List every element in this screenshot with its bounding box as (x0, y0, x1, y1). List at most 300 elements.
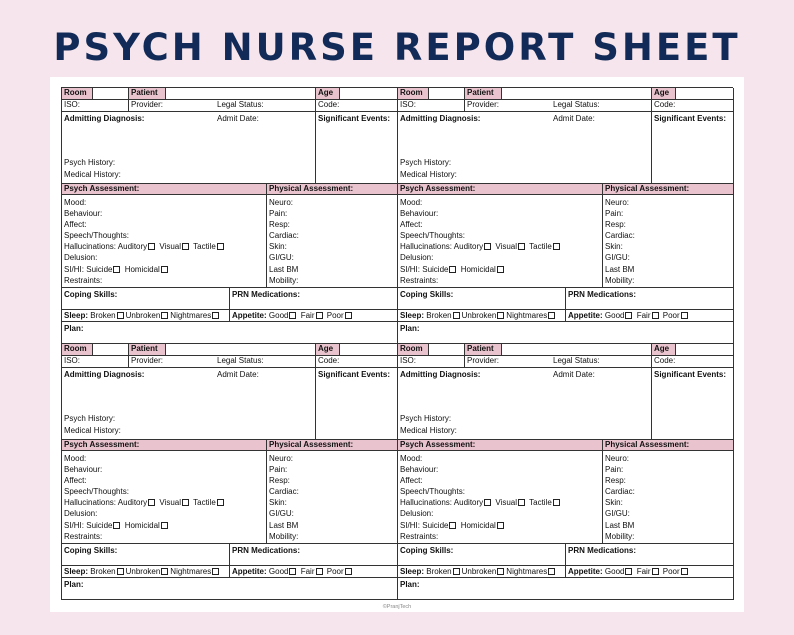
plan-label: Plan: (64, 580, 84, 589)
admit-date-label: Admit Date: (553, 370, 595, 379)
mobility-label: Mobility: (605, 275, 635, 285)
medical-history-label: Medical History: (400, 170, 457, 179)
assessment-header-row (62, 440, 397, 451)
room-label: Room (398, 344, 428, 355)
medical-history-label: Medical History: (400, 426, 457, 435)
diagnosis-section (398, 112, 651, 183)
appetite-label: Appetite: (568, 311, 603, 320)
patient-card-2 (398, 88, 734, 344)
physical-assessment-fields (602, 451, 733, 543)
patient-label: Patient (464, 88, 501, 99)
tactile-checkbox[interactable] (553, 499, 560, 506)
visual-checkbox[interactable] (518, 243, 525, 250)
physical-assessment-label: Physical Assessment: (266, 184, 397, 194)
speech-thoughts-label: Speech/Thoughts: (400, 231, 465, 241)
appetite-section (565, 566, 733, 577)
broken-label: Broken (426, 311, 452, 320)
report-sheet (50, 77, 744, 612)
hallucinations-row (64, 241, 266, 252)
neuro-label: Neuro: (269, 198, 294, 207)
tactile-label: Tactile (529, 242, 552, 252)
homicidal-checkbox[interactable] (497, 522, 504, 529)
assessment-header-row (62, 184, 397, 195)
psych-assessment-fields (62, 195, 266, 287)
coping-skills-label: Coping Skills: (64, 290, 118, 299)
info-row (398, 100, 733, 112)
good-checkbox[interactable] (625, 312, 632, 319)
significant-events-label: Significant Events: (315, 112, 397, 183)
skin-label: Skin: (605, 498, 623, 508)
last-bm-label: Last BM (605, 520, 635, 530)
assessment-header-row (398, 440, 733, 451)
psych-assessment-label: Psych Assessment: (400, 184, 476, 193)
appetite-section (565, 310, 733, 321)
resp-label: Resp: (269, 220, 290, 230)
header-row (62, 344, 397, 356)
auditory-checkbox[interactable] (148, 243, 155, 250)
skin-label: Skin: (269, 498, 287, 508)
admitting-diagnosis-label: Admitting Diagnosis: (64, 370, 145, 379)
copyright-footer: ©PranjTech (382, 604, 412, 610)
age-label: Age (315, 88, 339, 99)
unbroken-checkbox[interactable] (497, 312, 504, 319)
age-label: Age (651, 344, 675, 355)
age-field[interactable] (339, 88, 397, 99)
provider-label: Provider: (128, 100, 215, 111)
cardiac-label: Cardiac: (269, 231, 299, 241)
homicidal-checkbox[interactable] (161, 266, 168, 273)
patient-label: Patient (128, 344, 165, 355)
room-label: Room (398, 88, 428, 99)
psych-assessment-label: Psych Assessment: (64, 184, 140, 193)
poor-checkbox[interactable] (345, 312, 352, 319)
visual-label: Visual (159, 498, 182, 508)
broken-checkbox[interactable] (117, 568, 124, 575)
good-label: Good (268, 567, 289, 576)
visual-label: Visual (495, 498, 518, 508)
legal-status-label: Legal Status: (217, 100, 264, 109)
poor-checkbox[interactable] (345, 568, 352, 575)
legal-status-label: Legal Status: (553, 356, 600, 365)
appetite-label: Appetite: (232, 311, 267, 320)
homicidal-label: Homicidal (124, 520, 160, 530)
visual-checkbox[interactable] (182, 243, 189, 250)
coping-row (62, 288, 397, 310)
fair-label: Fair (300, 311, 315, 320)
last-bm-label: Last BM (269, 264, 299, 274)
cardiac-label: Cardiac: (605, 487, 635, 497)
admit-date-label: Admit Date: (217, 114, 259, 123)
patient-card-3 (62, 344, 398, 600)
delusion-label: Delusion: (64, 253, 98, 263)
homicidal-checkbox[interactable] (497, 266, 504, 273)
broken-label: Broken (90, 311, 116, 320)
mobility-label: Mobility: (269, 531, 299, 541)
pain-label: Pain: (605, 465, 624, 475)
homicidal-label: Homicidal (124, 264, 160, 274)
si-hi-row (400, 264, 602, 275)
poor-checkbox[interactable] (681, 568, 688, 575)
room-field[interactable] (92, 344, 128, 355)
room-field[interactable] (92, 88, 128, 99)
diagnosis-row (398, 368, 733, 440)
cardiac-label: Cardiac: (269, 487, 299, 497)
gi-gu-label: GI/GU: (269, 509, 294, 519)
sleep-label: Sleep: (400, 311, 425, 320)
assessment-row (62, 195, 397, 288)
behaviour-label: Behaviour: (64, 465, 103, 475)
hallucinations-label: Hallucinations: Auditory (400, 242, 484, 252)
room-field[interactable] (428, 344, 464, 355)
unbroken-label: Unbroken (461, 567, 497, 576)
iso-label: ISO: (400, 100, 417, 109)
header-row (62, 88, 397, 100)
nightmares-label: Nightmares (506, 311, 548, 320)
nightmares-label: Nightmares (170, 311, 212, 320)
unbroken-checkbox[interactable] (161, 312, 168, 319)
si-hi-row (400, 520, 602, 531)
patient-field[interactable] (501, 344, 651, 355)
diagnosis-section (398, 368, 651, 439)
unbroken-label: Unbroken (125, 311, 161, 320)
unbroken-label: Unbroken (125, 567, 161, 576)
visual-checkbox[interactable] (182, 499, 189, 506)
homicidal-label: Homicidal (460, 520, 496, 530)
appetite-section (229, 566, 397, 577)
mood-label: Mood: (64, 198, 87, 207)
admit-date-label: Admit Date: (553, 114, 595, 123)
info-row (398, 356, 733, 368)
fair-checkbox[interactable] (652, 568, 659, 575)
plan-row (398, 322, 733, 343)
restraints-label: Restraints: (64, 275, 103, 285)
homicidal-checkbox[interactable] (161, 522, 168, 529)
delusion-label: Delusion: (400, 253, 434, 263)
nightmares-checkbox[interactable] (548, 568, 555, 575)
coping-row (398, 288, 733, 310)
nightmares-checkbox[interactable] (548, 312, 555, 319)
psych-history-label: Psych History: (400, 158, 452, 167)
plan-row (62, 578, 397, 599)
auditory-checkbox[interactable] (148, 499, 155, 506)
speech-thoughts-label: Speech/Thoughts: (64, 487, 129, 497)
resp-label: Resp: (269, 476, 290, 486)
mood-label: Mood: (400, 454, 423, 463)
physical-assessment-label: Physical Assessment: (266, 440, 397, 450)
assessment-header-row (398, 184, 733, 195)
sleep-appetite-row (398, 310, 733, 322)
restraints-label: Restraints: (400, 275, 439, 285)
admitting-diagnosis-label: Admitting Diagnosis: (400, 370, 481, 379)
cardiac-label: Cardiac: (605, 231, 635, 241)
sleep-label: Sleep: (64, 311, 89, 320)
delusion-label: Delusion: (400, 509, 434, 519)
si-hi-row (64, 520, 266, 531)
plan-label: Plan: (400, 580, 420, 589)
gi-gu-label: GI/GU: (269, 253, 294, 263)
affect-label: Affect: (400, 220, 423, 230)
unbroken-label: Unbroken (461, 311, 497, 320)
visual-label: Visual (495, 242, 518, 252)
skin-label: Skin: (269, 242, 287, 252)
tactile-label: Tactile (529, 498, 552, 508)
admit-date-label: Admit Date: (217, 370, 259, 379)
poor-label: Poor (326, 567, 344, 576)
poor-label: Poor (662, 311, 680, 320)
pain-label: Pain: (605, 209, 624, 219)
provider-label: Provider: (464, 356, 551, 367)
patient-label: Patient (464, 344, 501, 355)
coping-row (398, 544, 733, 566)
room-label: Room (62, 88, 92, 99)
resp-label: Resp: (605, 476, 626, 486)
code-label: Code: (651, 100, 733, 111)
poor-checkbox[interactable] (681, 312, 688, 319)
medical-history-label: Medical History: (64, 170, 121, 179)
sleep-section (398, 566, 565, 577)
sleep-appetite-row (62, 566, 397, 578)
diagnosis-row (62, 368, 397, 440)
patient-card-4 (398, 344, 734, 600)
assessment-row (398, 451, 733, 544)
psych-assessment-label: Psych Assessment: (400, 440, 476, 449)
code-label: Code: (315, 356, 397, 367)
info-row (62, 100, 397, 112)
sleep-section (62, 566, 229, 577)
patient-label: Patient (128, 88, 165, 99)
suicide-checkbox[interactable] (113, 266, 120, 273)
assessment-row (62, 451, 397, 544)
age-label: Age (651, 88, 675, 99)
affect-label: Affect: (400, 476, 423, 486)
significant-events-label: Significant Events: (651, 368, 733, 439)
mood-label: Mood: (400, 198, 423, 207)
sleep-section (62, 310, 229, 321)
physical-assessment-label: Physical Assessment: (602, 440, 733, 450)
broken-checkbox[interactable] (453, 312, 460, 319)
suicide-label: SI/HI: Suicide (400, 264, 449, 274)
prn-medications-label: PRN Medications: (229, 288, 397, 309)
code-label: Code: (315, 100, 397, 111)
suicide-label: SI/HI: Suicide (64, 520, 113, 530)
hallucinations-row (400, 241, 602, 252)
iso-label: ISO: (64, 356, 81, 365)
patient-field[interactable] (501, 88, 651, 99)
speech-thoughts-label: Speech/Thoughts: (400, 487, 465, 497)
delusion-label: Delusion: (64, 509, 98, 519)
behaviour-label: Behaviour: (64, 209, 103, 219)
sleep-section (398, 310, 565, 321)
plan-row (398, 578, 733, 599)
room-label: Room (62, 344, 92, 355)
prn-medications-label: PRN Medications: (565, 544, 733, 565)
affect-label: Affect: (64, 476, 87, 486)
pain-label: Pain: (269, 465, 288, 475)
good-checkbox[interactable] (625, 568, 632, 575)
neuro-label: Neuro: (605, 198, 630, 207)
auditory-checkbox[interactable] (484, 243, 491, 250)
unbroken-checkbox[interactable] (497, 568, 504, 575)
nightmares-checkbox[interactable] (212, 312, 219, 319)
tactile-checkbox[interactable] (217, 243, 224, 250)
iso-label: ISO: (64, 100, 81, 109)
info-row (62, 356, 397, 368)
homicidal-label: Homicidal (460, 264, 496, 274)
age-field[interactable] (675, 88, 733, 99)
hallucinations-label: Hallucinations: Auditory (64, 498, 148, 508)
hallucinations-row (64, 497, 266, 508)
broken-checkbox[interactable] (453, 568, 460, 575)
sleep-label: Sleep: (64, 567, 89, 576)
sleep-label: Sleep: (400, 567, 425, 576)
provider-label: Provider: (128, 356, 215, 367)
behaviour-label: Behaviour: (400, 209, 439, 219)
significant-events-label: Significant Events: (315, 368, 397, 439)
patient-card-1 (62, 88, 398, 344)
psych-assessment-fields (398, 451, 602, 543)
plan-label: Plan: (64, 324, 84, 333)
legal-status-label: Legal Status: (553, 100, 600, 109)
hallucinations-row (400, 497, 602, 508)
last-bm-label: Last BM (605, 264, 635, 274)
sleep-appetite-row (62, 310, 397, 322)
gi-gu-label: GI/GU: (605, 509, 630, 519)
poor-label: Poor (662, 567, 680, 576)
sleep-appetite-row (398, 566, 733, 578)
auditory-checkbox[interactable] (484, 499, 491, 506)
tactile-label: Tactile (193, 242, 216, 252)
psych-history-label: Psych History: (64, 158, 116, 167)
psych-assessment-fields (398, 195, 602, 287)
psych-history-label: Psych History: (400, 414, 452, 423)
appetite-section (229, 310, 397, 321)
suicide-label: SI/HI: Suicide (400, 520, 449, 530)
hallucinations-label: Hallucinations: Auditory (400, 498, 484, 508)
good-label: Good (268, 311, 289, 320)
skin-label: Skin: (605, 242, 623, 252)
good-checkbox[interactable] (289, 568, 296, 575)
fair-label: Fair (636, 311, 651, 320)
nightmares-label: Nightmares (170, 567, 212, 576)
restraints-label: Restraints: (64, 531, 103, 541)
patient-grid (61, 87, 733, 600)
psych-assessment-label: Psych Assessment: (64, 440, 140, 449)
admitting-diagnosis-label: Admitting Diagnosis: (64, 114, 145, 123)
plan-label: Plan: (400, 324, 420, 333)
fair-checkbox[interactable] (316, 568, 323, 575)
room-field[interactable] (428, 88, 464, 99)
psych-assessment-fields (62, 451, 266, 543)
fair-label: Fair (300, 567, 315, 576)
tactile-checkbox[interactable] (217, 499, 224, 506)
affect-label: Affect: (64, 220, 87, 230)
medical-history-label: Medical History: (64, 426, 121, 435)
fair-label: Fair (636, 567, 651, 576)
mood-label: Mood: (64, 454, 87, 463)
good-label: Good (604, 311, 625, 320)
mobility-label: Mobility: (605, 531, 635, 541)
prn-medications-label: PRN Medications: (565, 288, 733, 309)
unbroken-checkbox[interactable] (161, 568, 168, 575)
si-hi-row (64, 264, 266, 275)
neuro-label: Neuro: (605, 454, 630, 463)
age-field[interactable] (339, 344, 397, 355)
diagnosis-row (398, 112, 733, 184)
physical-assessment-label: Physical Assessment: (602, 184, 733, 194)
physical-assessment-fields (266, 451, 397, 543)
admitting-diagnosis-label: Admitting Diagnosis: (400, 114, 481, 123)
visual-label: Visual (159, 242, 182, 252)
patient-field[interactable] (165, 344, 315, 355)
visual-checkbox[interactable] (518, 499, 525, 506)
suicide-checkbox[interactable] (113, 522, 120, 529)
coping-skills-label: Coping Skills: (64, 546, 118, 555)
nightmares-label: Nightmares (506, 567, 548, 576)
age-label: Age (315, 344, 339, 355)
diagnosis-section (62, 368, 315, 439)
diagnosis-section (62, 112, 315, 183)
prn-medications-label: PRN Medications: (229, 544, 397, 565)
mobility-label: Mobility: (269, 275, 299, 285)
diagnosis-row (62, 112, 397, 184)
last-bm-label: Last BM (269, 520, 299, 530)
significant-events-label: Significant Events: (651, 112, 733, 183)
neuro-label: Neuro: (269, 454, 294, 463)
hallucinations-label: Hallucinations: Auditory (64, 242, 148, 252)
iso-label: ISO: (400, 356, 417, 365)
suicide-checkbox[interactable] (449, 266, 456, 273)
physical-assessment-fields (602, 195, 733, 287)
gi-gu-label: GI/GU: (605, 253, 630, 263)
page-title: PSYCH NURSE REPORT SHEET (53, 26, 741, 69)
patient-field[interactable] (165, 88, 315, 99)
suicide-label: SI/HI: Suicide (64, 264, 113, 274)
coping-skills-label: Coping Skills: (400, 546, 454, 555)
restraints-label: Restraints: (400, 531, 439, 541)
physical-assessment-fields (266, 195, 397, 287)
broken-label: Broken (426, 567, 452, 576)
resp-label: Resp: (605, 220, 626, 230)
suicide-checkbox[interactable] (449, 522, 456, 529)
psych-history-label: Psych History: (64, 414, 116, 423)
plan-row (62, 322, 397, 343)
coping-row (62, 544, 397, 566)
code-label: Code: (651, 356, 733, 367)
legal-status-label: Legal Status: (217, 356, 264, 365)
coping-skills-label: Coping Skills: (400, 290, 454, 299)
fair-checkbox[interactable] (316, 312, 323, 319)
behaviour-label: Behaviour: (400, 465, 439, 475)
appetite-label: Appetite: (568, 567, 603, 576)
good-checkbox[interactable] (289, 312, 296, 319)
good-label: Good (604, 567, 625, 576)
nightmares-checkbox[interactable] (212, 568, 219, 575)
poor-label: Poor (326, 311, 344, 320)
speech-thoughts-label: Speech/Thoughts: (64, 231, 129, 241)
tactile-checkbox[interactable] (553, 243, 560, 250)
header-row (398, 344, 733, 356)
assessment-row (398, 195, 733, 288)
provider-label: Provider: (464, 100, 551, 111)
broken-checkbox[interactable] (117, 312, 124, 319)
appetite-label: Appetite: (232, 567, 267, 576)
pain-label: Pain: (269, 209, 288, 219)
header-row (398, 88, 733, 100)
fair-checkbox[interactable] (652, 312, 659, 319)
tactile-label: Tactile (193, 498, 216, 508)
age-field[interactable] (675, 344, 733, 355)
broken-label: Broken (90, 567, 116, 576)
